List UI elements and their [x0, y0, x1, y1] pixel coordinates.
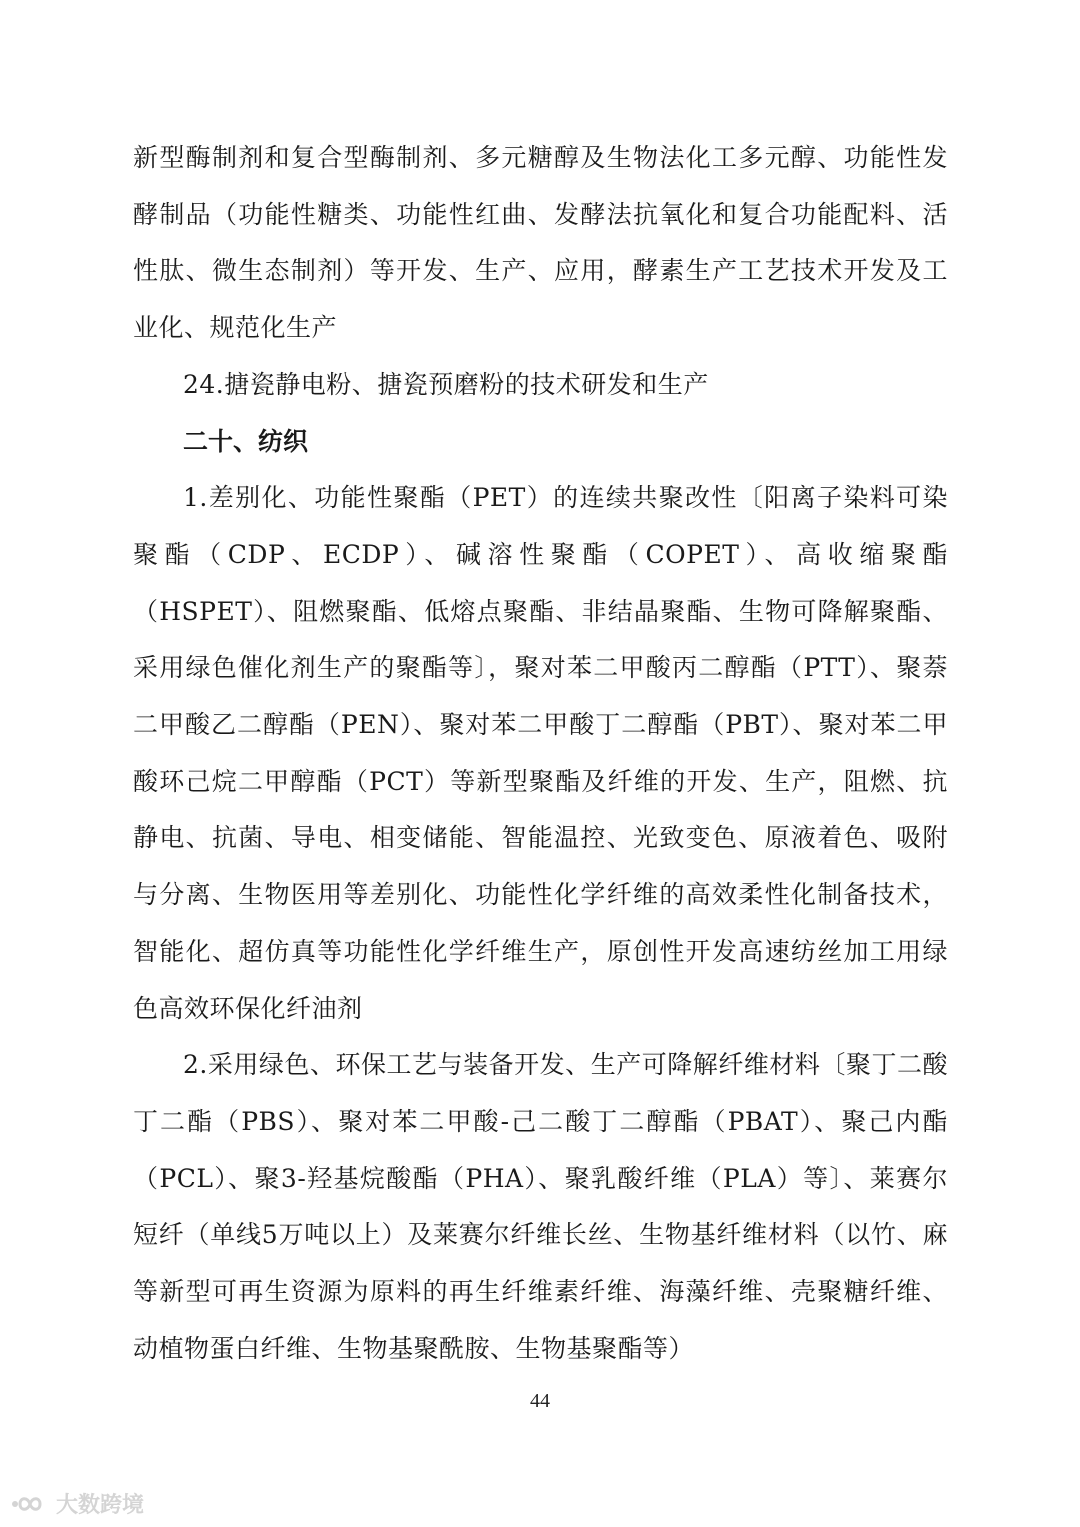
watermark	[10, 1488, 144, 1519]
watermark-text: 大数跨境	[56, 1493, 145, 1518]
infinity-logo-icon	[10, 1493, 50, 1515]
paragraph-item-2: 2.采用绿色、环保工艺与装备开发、生产可降解纤维材料〔聚丁二酸丁二酯（PBS）、聚对苯二甲酸-己二酸丁二醇酯（PBAT）、聚己内酯（PCL）、聚3-羟基烷酸酯（PHA）、聚乳酸纤维（PLA）等〕、莱赛尔短纤（单线5万吨以上）及莱赛尔纤维长丝、生物基纤维材料（以竹、麻等新型可再生资源为原料的再生纤维素纤维、海藻纤维、壳聚糖纤维、动植物蛋白纤维、生物基聚酰胺、生物基聚酯等）	[133, 1050, 948, 1363]
paragraph-item-1: 1.差别化、功能性聚酯（PET）的连续共聚改性〔阳离子染料可染聚酯（CDP、ECDP）、碱溶性聚酯（COPET）、高收缩聚酯（HSPET）、阻燃聚酯、低熔点聚酯、非结晶聚酯、生物可降解聚酯、采用绿色催化剂生产的聚酯等〕，聚对苯二甲酸丙二醇酯（PTT）、聚萘二甲酸乙二醇酯（PEN）、聚对苯二甲酸丁二醇酯（PBT）、聚对苯二甲酸环己烷二甲醇酯（PCT）等新型聚酯及纤维的开发、生产，阻燃、抗静电、抗菌、导电、相变储能、智能温控、光致变色、原液着色、吸附与分离、生物医用等差别化、功能性化学纤维的高效柔性化制备技术，智能化、超仿真等功能性化学纤维生产，原创性开发高速纺丝加工用绿色高效环保化纤油剂	[133, 483, 948, 1023]
page-number: 44	[530, 1390, 550, 1412]
paragraph-continuation: 新型酶制剂和复合型酶制剂、多元糖醇及生物法化工多元醇、功能性发酵制品（功能性糖类、功能性红曲、发酵法抗氧化和复合功能配料、活性肽、微生态制剂）等开发、生产、应用，酵素生产工艺技术开发及工业化、规范化生产	[133, 143, 948, 343]
page-content	[133, 130, 948, 1377]
paragraph-item-24: 24.搪瓷静电粉、搪瓷预磨粉的技术研发和生产	[183, 369, 709, 399]
section-heading: 二十、纺织	[183, 426, 309, 456]
